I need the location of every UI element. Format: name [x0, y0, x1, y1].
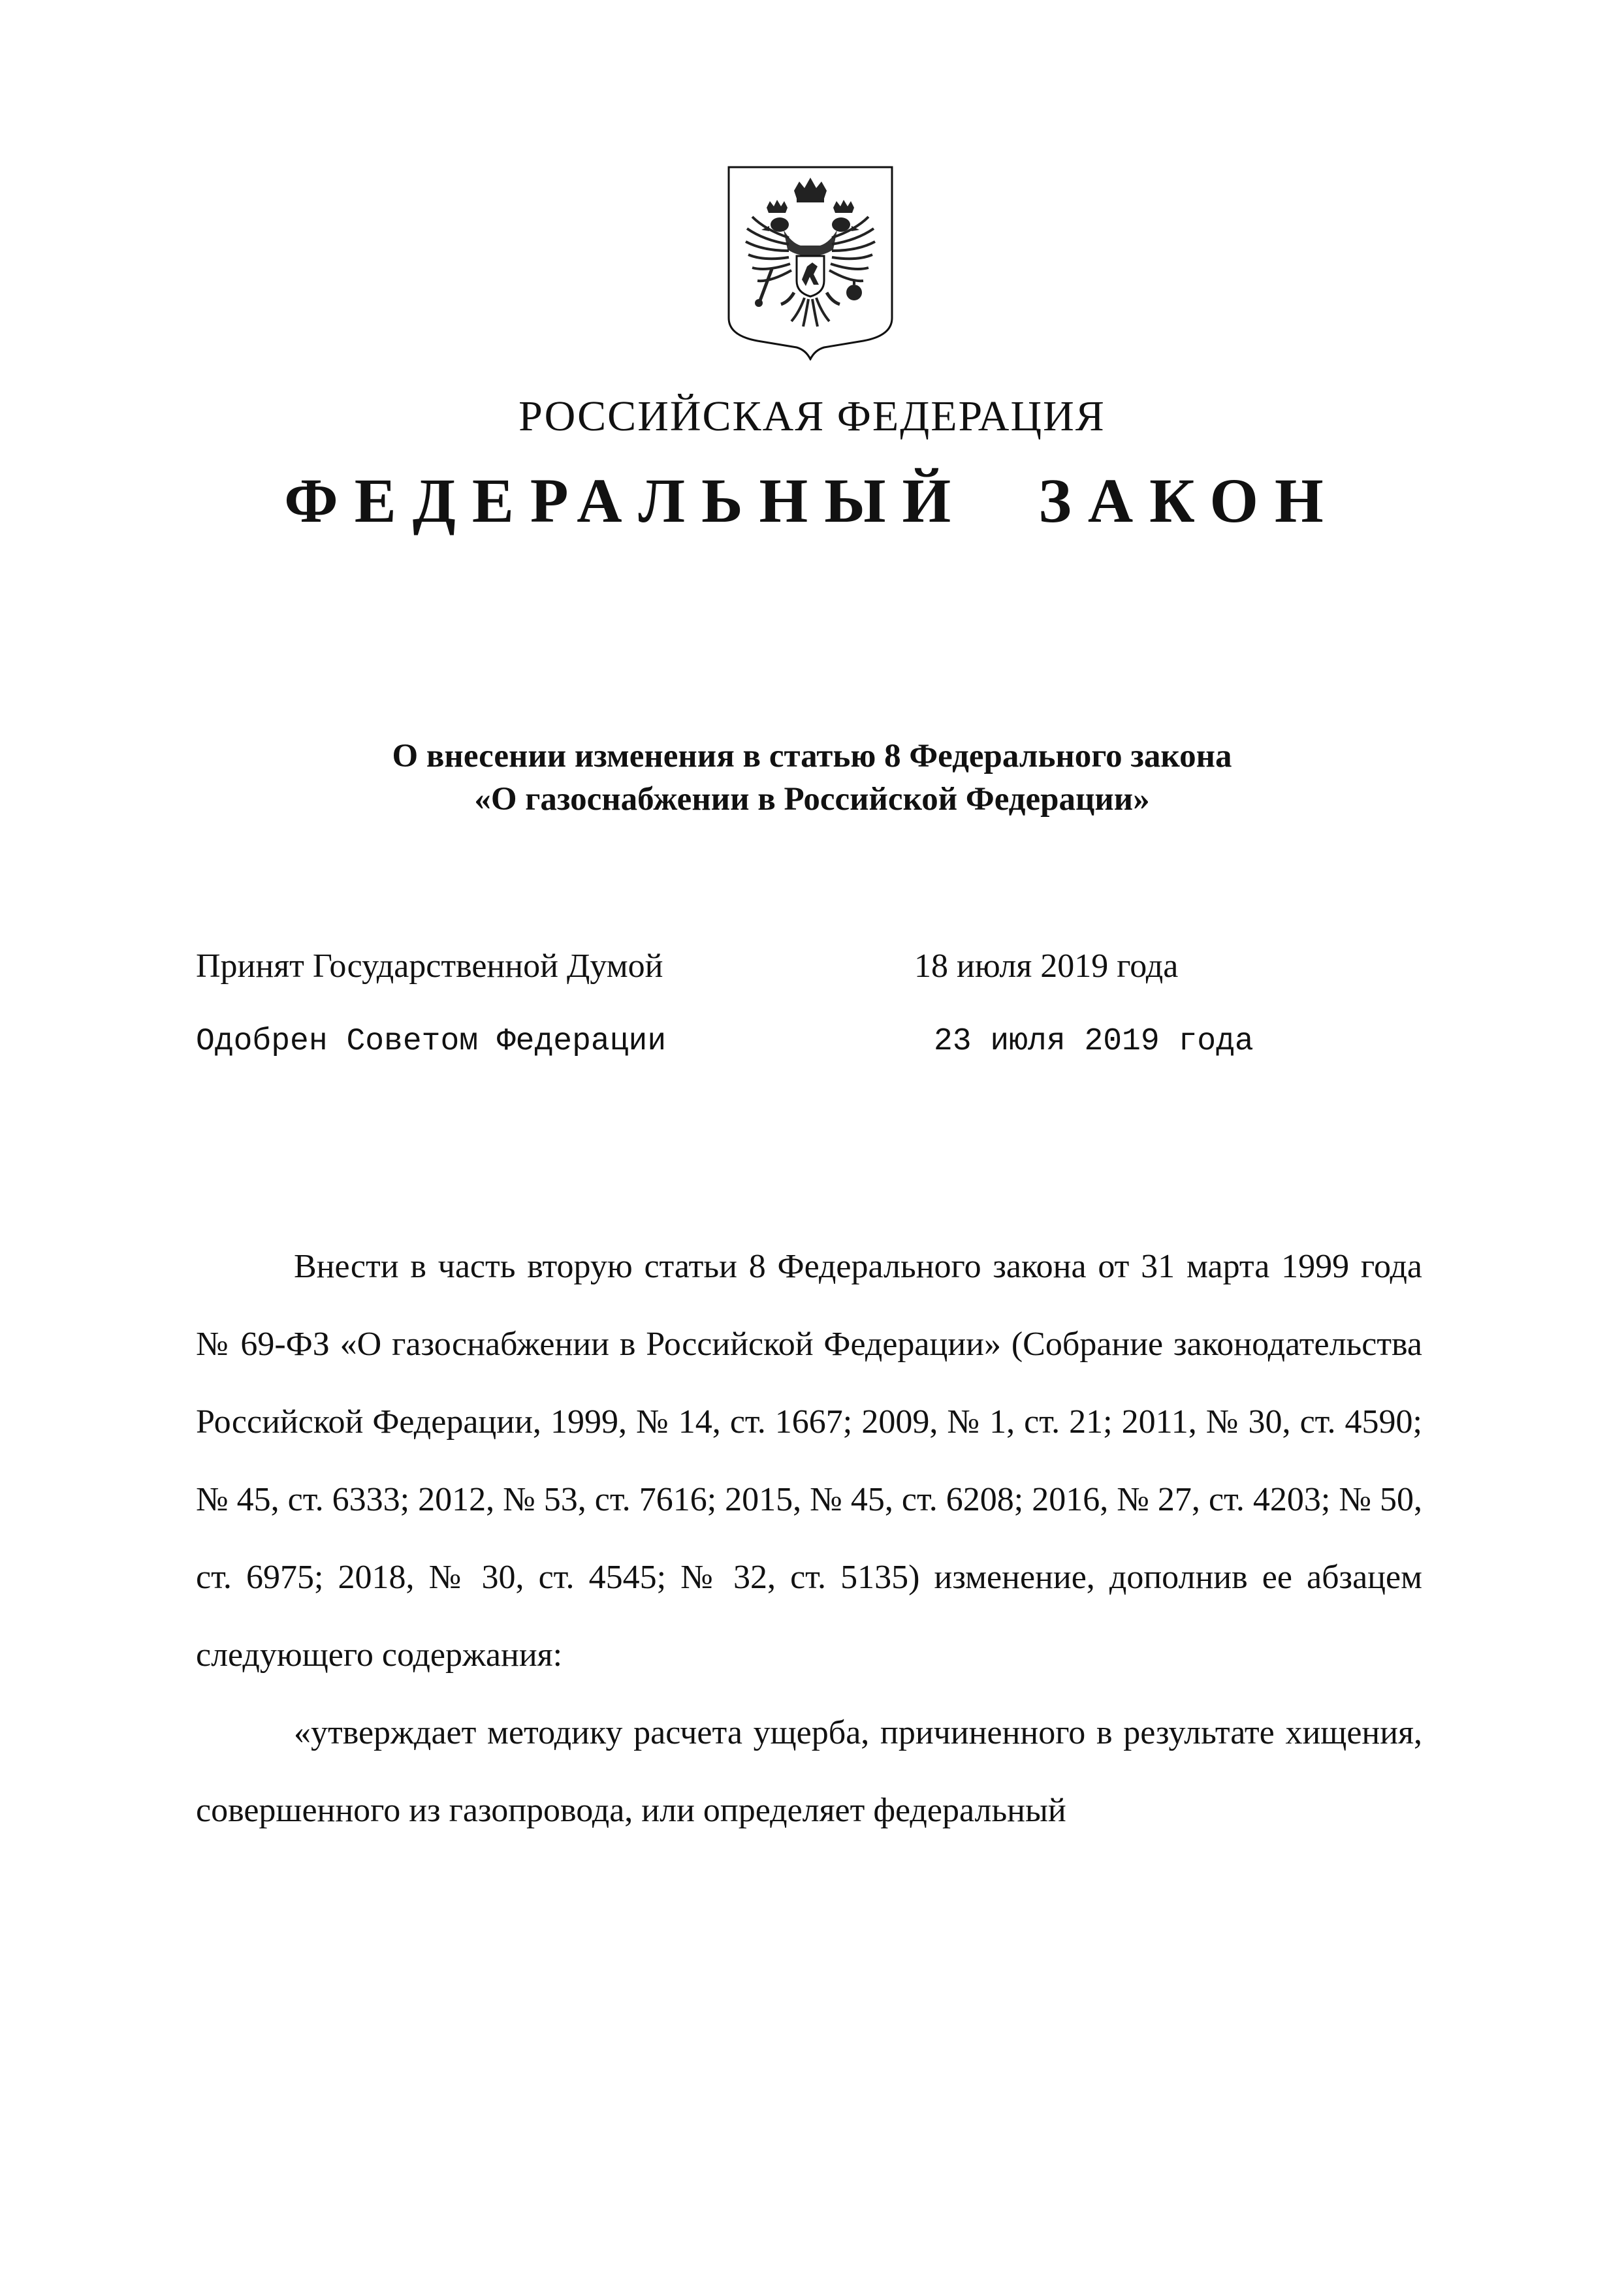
law-body [196, 1228, 1422, 1849]
council-label: Одобрен Советом Федерации [196, 1024, 667, 1059]
law-type-heading: ФЕДЕРАЛЬНЫЙ ЗАКОН [284, 466, 1340, 535]
country-name: РОССИЙСКАЯ ФЕДЕРАЦИЯ [518, 392, 1106, 440]
council-date: 23 июля 2019 года [934, 1024, 1254, 1059]
body-paragraph-2: «утверждает методику расчета ущерба, причиненного в результате хищения, совершенного из газопровода, или определяет федеральный [196, 1714, 1422, 1829]
body-paragraph-1: Внести в часть вторую статьи 8 Федерального закона от 31 марта 1999 года № 69-ФЗ «О газоснабжении в Российской Федерации» (Собрание законодательства Российской Федерации, 1999, № 14, ст. 1667; 2009, № 1, ст. 21; 2011, № 30, ст. 4590; № 45, ст. 6333; 2012, № 53, ст. 7616; 2015, № 45, ст. 6208; 2016, № 27, ст. 4203; № 50, ст. 6975; 2018, № 30, ст. 4545; № 32, ст. 5135) изменение, дополнив ее абзацем следующего содержания: [196, 1248, 1422, 1674]
law-title-line-1: О внесении изменения в статью 8 Федерального закона [392, 738, 1232, 774]
adoption-duma-row [196, 944, 1306, 989]
duma-label: Принят Государственной Думой [196, 948, 663, 985]
law-title-line-2: «О газоснабжении в Российской Федерации» [474, 781, 1150, 818]
duma-date: 18 июля 2019 года [914, 948, 1179, 985]
adoption-council-row [196, 1019, 1306, 1064]
coat-of-arms-icon [726, 165, 895, 360]
law-title [196, 735, 1428, 821]
